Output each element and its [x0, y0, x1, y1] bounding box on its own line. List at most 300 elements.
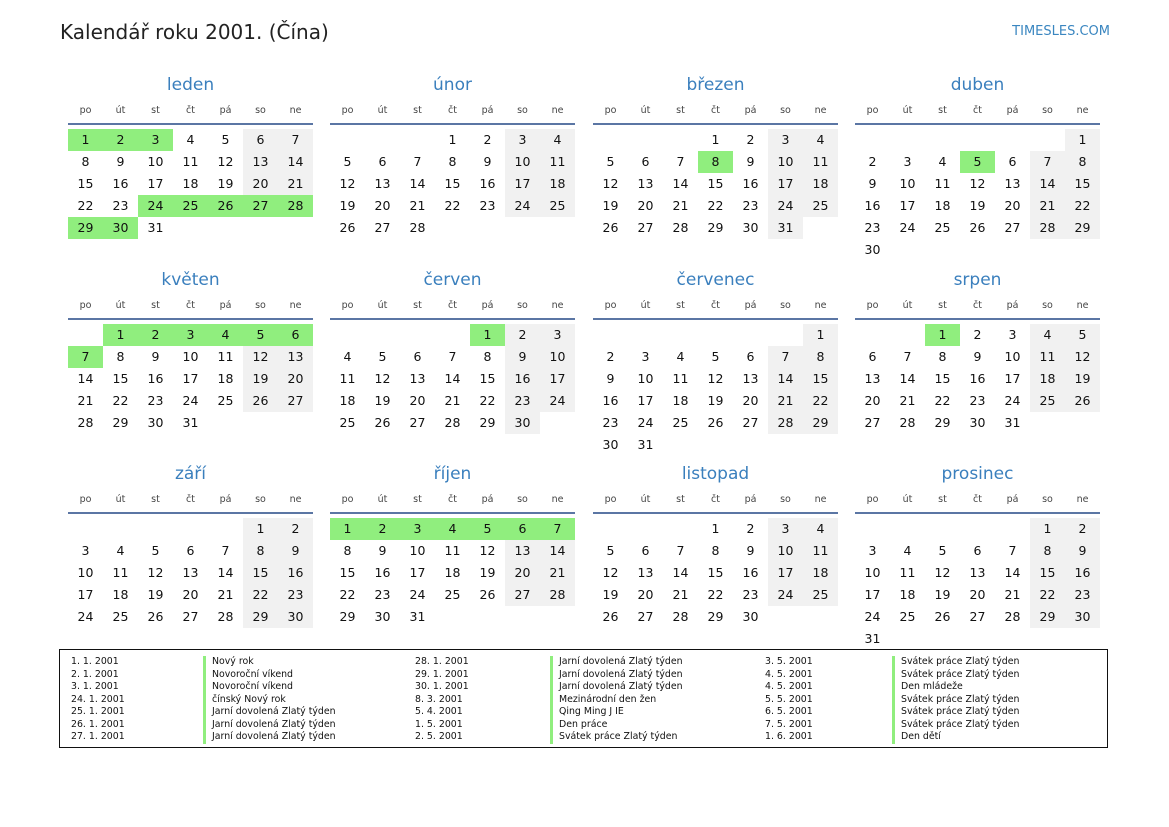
weekday-header	[593, 292, 838, 320]
day-cell: 3	[540, 324, 575, 346]
month-name: květen	[161, 270, 220, 290]
legend-holiday-name: Svátek práce Zlatý týden	[901, 718, 1020, 730]
holiday-day-cell: 1	[925, 324, 960, 346]
day-cell: 8	[116, 349, 125, 364]
legend-date: 3. 1. 2001	[71, 681, 119, 692]
day-cell: 14	[540, 540, 575, 562]
day-cell: 7	[768, 346, 803, 368]
weekday-label: st	[938, 104, 947, 116]
weekday-label: út	[902, 299, 913, 311]
day-cell: 8	[343, 543, 352, 558]
holiday-day-cell: 1	[470, 324, 505, 346]
day-cell: 22	[1065, 195, 1100, 217]
day-cell: 25	[803, 195, 838, 217]
weekday-label: po	[866, 104, 879, 116]
day-cell: 27	[505, 584, 540, 606]
day-cell: 16	[278, 562, 313, 584]
day-cell: 14	[217, 565, 234, 580]
month-name: červen	[423, 270, 482, 290]
day-cell: 3	[903, 154, 912, 169]
day-cell: 4	[903, 543, 912, 558]
day-cell: 24	[1004, 393, 1021, 408]
legend-holiday-name: Svátek práce Zlatý týden	[901, 706, 1020, 717]
month-name: červenec	[676, 270, 755, 290]
day-cell: 13	[864, 371, 881, 386]
empty-cell	[960, 129, 995, 151]
day-cell: 4	[343, 349, 352, 364]
day-cell: 5	[343, 154, 352, 169]
day-cell: 20	[637, 587, 654, 602]
weekday-label: ne	[1076, 493, 1089, 505]
day-cell: 16	[742, 565, 759, 580]
day-cell: 22	[112, 393, 129, 408]
weekday-label: čt	[186, 104, 195, 116]
day-cell: 30	[969, 415, 986, 430]
day-cell: 20	[374, 198, 391, 213]
day-cell: 24	[182, 393, 199, 408]
day-cell: 7	[413, 154, 422, 169]
day-cell: 23	[1065, 584, 1100, 606]
day-cell: 16	[864, 198, 881, 213]
weekday-label: st	[151, 299, 160, 311]
day-cell: 16	[969, 371, 986, 386]
legend-date: 29. 1. 2001	[415, 668, 469, 680]
day-cell: 23	[374, 587, 391, 602]
holiday-day-cell: 3	[138, 129, 173, 151]
day-cell: 17	[182, 371, 199, 386]
day-cell: 27	[742, 415, 759, 430]
day-cell: 11	[217, 349, 234, 364]
day-cell: 29	[479, 415, 496, 430]
day-cell: 13	[374, 176, 391, 191]
weekday-label: čt	[711, 299, 720, 311]
month-name: duben	[950, 75, 1005, 95]
day-cell: 27	[637, 220, 654, 235]
weekday-label: po	[79, 104, 92, 116]
day-cell: 27	[637, 609, 654, 624]
day-cell: 8	[243, 540, 278, 562]
day-cell: 29	[803, 412, 838, 434]
day-cell: 11	[934, 176, 951, 191]
day-cell: 22	[243, 584, 278, 606]
day-cell: 6	[641, 543, 650, 558]
day-cell: 27	[182, 609, 199, 624]
day-cell: 14	[768, 368, 803, 390]
day-cell: 27	[374, 220, 391, 235]
day-cell: 2	[746, 521, 755, 536]
weekday-label: út	[640, 104, 651, 116]
day-cell: 31	[637, 437, 654, 452]
day-cell: 6	[243, 129, 278, 151]
empty-cell	[995, 518, 1030, 540]
day-cell: 10	[409, 543, 426, 558]
day-cell: 8	[448, 154, 457, 169]
weekday-label: so	[1042, 104, 1053, 116]
holiday-day-cell: 24	[138, 195, 173, 217]
day-cell: 26	[374, 415, 391, 430]
empty-cell	[400, 324, 435, 346]
month-leden	[68, 74, 313, 239]
day-cell: 25	[112, 609, 129, 624]
day-cell: 7	[1008, 543, 1017, 558]
weekday-label: pá	[1006, 493, 1019, 505]
day-cell: 6	[413, 349, 422, 364]
day-cell: 21	[899, 393, 916, 408]
day-cell: 12	[243, 346, 278, 368]
day-cell: 31	[768, 217, 803, 239]
day-cell: 12	[217, 154, 234, 169]
empty-cell	[138, 518, 173, 540]
day-cell: 1	[1030, 518, 1065, 540]
day-cell: 20	[637, 198, 654, 213]
weekday-label: ne	[551, 299, 564, 311]
empty-cell	[995, 129, 1030, 151]
legend-holiday-name: Den dětí	[901, 731, 941, 742]
day-cell: 11	[672, 371, 689, 386]
day-cell: 20	[409, 393, 426, 408]
weekday-label: st	[676, 104, 685, 116]
weekday-label: po	[341, 493, 354, 505]
day-cell: 22	[444, 198, 461, 213]
day-cell: 23	[112, 198, 129, 213]
day-cell: 24	[77, 609, 94, 624]
month-září	[68, 463, 313, 628]
day-cell: 14	[77, 371, 94, 386]
weekday-label: pá	[219, 493, 232, 505]
weekday-label: so	[1042, 493, 1053, 505]
month-listopad	[593, 463, 838, 628]
day-cell: 17	[409, 565, 426, 580]
day-cell: 16	[374, 565, 391, 580]
empty-cell	[855, 129, 890, 151]
empty-cell	[628, 518, 663, 540]
weekday-header	[855, 97, 1100, 125]
day-cell: 25	[672, 415, 689, 430]
day-cell: 14	[899, 371, 916, 386]
day-cell: 28	[444, 415, 461, 430]
day-cell: 14	[672, 565, 689, 580]
legend-date: 2. 5. 2001	[415, 731, 463, 742]
day-cell: 22	[77, 198, 94, 213]
day-cell: 16	[147, 371, 164, 386]
weekday-label: st	[413, 493, 422, 505]
day-cell: 9	[278, 540, 313, 562]
brand-link[interactable]: TIMESLES.COM	[1012, 24, 1110, 39]
weekday-label: út	[377, 493, 388, 505]
day-cell: 29	[1065, 217, 1100, 239]
day-cell: 20	[182, 587, 199, 602]
day-cell: 12	[602, 565, 619, 580]
day-cell: 2	[746, 132, 755, 147]
day-grid	[68, 129, 313, 239]
day-cell: 16	[602, 393, 619, 408]
month-únor	[330, 74, 575, 239]
holiday-day-cell: 2	[138, 324, 173, 346]
legend-holiday-name: Nový rok	[212, 656, 254, 667]
day-cell: 31	[864, 631, 881, 646]
day-cell: 23	[602, 415, 619, 430]
day-cell: 26	[934, 609, 951, 624]
day-cell: 12	[969, 176, 986, 191]
legend-date: 3. 5. 2001	[765, 656, 813, 667]
day-cell: 11	[899, 565, 916, 580]
month-duben	[855, 74, 1100, 261]
legend-date: 4. 5. 2001	[765, 681, 813, 692]
legend-name-column	[203, 656, 336, 744]
day-cell: 30	[742, 609, 759, 624]
weekday-label: po	[866, 299, 879, 311]
day-cell: 7	[676, 543, 685, 558]
empty-cell	[925, 129, 960, 151]
empty-cell	[68, 324, 103, 346]
day-cell: 11	[444, 543, 461, 558]
day-cell: 23	[864, 220, 881, 235]
day-cell: 15	[444, 176, 461, 191]
day-cell: 23	[505, 390, 540, 412]
day-cell: 3	[641, 349, 650, 364]
day-cell: 24	[768, 584, 803, 606]
legend-holiday-name: Qing Ming J IE	[559, 706, 624, 717]
day-cell: 2	[505, 324, 540, 346]
day-cell: 20	[969, 587, 986, 602]
day-cell: 15	[112, 371, 129, 386]
legend-date: 4. 5. 2001	[765, 668, 813, 680]
day-cell: 1	[803, 324, 838, 346]
day-grid	[68, 518, 313, 628]
day-cell: 6	[746, 349, 755, 364]
day-cell: 23	[742, 198, 759, 213]
weekday-label: so	[255, 299, 266, 311]
day-cell: 19	[969, 198, 986, 213]
weekday-label: po	[79, 493, 92, 505]
day-cell: 28	[409, 220, 426, 235]
legend-holiday-name: Mezinárodní den žen	[559, 693, 657, 705]
legend-date-column	[415, 656, 469, 744]
day-cell: 16	[479, 176, 496, 191]
day-cell: 10	[1004, 349, 1021, 364]
day-cell: 19	[147, 587, 164, 602]
day-cell: 30	[278, 606, 313, 628]
day-cell: 4	[116, 543, 125, 558]
weekday-label: út	[377, 104, 388, 116]
weekday-header	[68, 97, 313, 125]
weekday-label: po	[604, 493, 617, 505]
day-cell: 26	[147, 609, 164, 624]
day-cell: 21	[444, 393, 461, 408]
day-cell: 13	[742, 371, 759, 386]
day-cell: 18	[339, 393, 356, 408]
day-cell: 4	[803, 518, 838, 540]
empty-cell	[855, 518, 890, 540]
weekday-label: ne	[814, 104, 827, 116]
day-cell: 30	[864, 242, 881, 257]
day-cell: 25	[540, 195, 575, 217]
holiday-day-cell: 1	[68, 129, 103, 151]
weekday-label: čt	[973, 493, 982, 505]
legend-date: 28. 1. 2001	[415, 656, 469, 667]
weekday-label: ne	[289, 104, 302, 116]
weekday-label: st	[938, 493, 947, 505]
holiday-day-cell: 26	[208, 195, 243, 217]
day-cell: 18	[217, 371, 234, 386]
weekday-label: st	[676, 299, 685, 311]
legend-date-column	[71, 656, 125, 744]
day-cell: 21	[278, 173, 313, 195]
day-cell: 25	[444, 587, 461, 602]
day-cell: 22	[803, 390, 838, 412]
day-cell: 17	[505, 173, 540, 195]
day-cell: 13	[637, 176, 654, 191]
day-cell: 31	[409, 609, 426, 624]
day-cell: 9	[746, 154, 755, 169]
weekday-label: so	[780, 493, 791, 505]
empty-cell	[330, 129, 365, 151]
day-cell: 20	[278, 368, 313, 390]
day-cell: 19	[374, 393, 391, 408]
weekday-label: st	[151, 104, 160, 116]
day-cell: 6	[973, 543, 982, 558]
day-cell: 7	[278, 129, 313, 151]
weekday-header	[855, 292, 1100, 320]
day-cell: 30	[742, 220, 759, 235]
day-cell: 28	[217, 609, 234, 624]
empty-cell	[628, 324, 663, 346]
day-cell: 21	[672, 198, 689, 213]
day-cell: 8	[803, 346, 838, 368]
day-cell: 19	[217, 176, 234, 191]
day-cell: 13	[243, 151, 278, 173]
day-cell: 10	[540, 346, 575, 368]
day-cell: 27	[1004, 220, 1021, 235]
month-říjen	[330, 463, 575, 628]
day-cell: 22	[339, 587, 356, 602]
legend-date: 26. 1. 2001	[71, 718, 125, 730]
legend-date: 1. 6. 2001	[765, 731, 813, 742]
day-cell: 18	[1030, 368, 1065, 390]
holiday-day-cell: 7	[68, 346, 103, 368]
day-cell: 29	[707, 609, 724, 624]
empty-cell	[768, 324, 803, 346]
holiday-day-cell: 5	[243, 324, 278, 346]
day-cell: 6	[378, 154, 387, 169]
day-cell: 5	[938, 543, 947, 558]
legend-holiday-name: Den práce	[559, 718, 608, 730]
legend-holiday-name: Svátek práce Zlatý týden	[901, 668, 1020, 680]
day-cell: 9	[1065, 540, 1100, 562]
day-cell: 9	[378, 543, 387, 558]
empty-cell	[960, 518, 995, 540]
day-cell: 14	[444, 371, 461, 386]
day-cell: 5	[378, 349, 387, 364]
empty-cell	[68, 518, 103, 540]
day-cell: 2	[606, 349, 615, 364]
day-cell: 30	[1065, 606, 1100, 628]
weekday-label: ne	[1076, 104, 1089, 116]
weekday-label: ne	[289, 299, 302, 311]
day-cell: 18	[803, 562, 838, 584]
day-cell: 13	[278, 346, 313, 368]
weekday-label: so	[780, 104, 791, 116]
weekday-label: so	[517, 299, 528, 311]
legend-holiday-name: čínský Nový rok	[212, 693, 286, 705]
weekday-label: st	[938, 299, 947, 311]
holiday-day-cell: 1	[103, 324, 138, 346]
day-cell: 7	[903, 349, 912, 364]
day-cell: 28	[672, 609, 689, 624]
weekday-label: út	[377, 299, 388, 311]
legend-date: 8. 3. 2001	[415, 693, 463, 705]
legend-holiday-name: Den mládeže	[901, 681, 963, 692]
holiday-day-cell: 2	[365, 518, 400, 540]
day-cell: 8	[1065, 151, 1100, 173]
legend-holiday-name: Novoroční víkend	[212, 668, 294, 680]
day-cell: 9	[151, 349, 160, 364]
weekday-label: čt	[186, 299, 195, 311]
weekday-label: pá	[744, 493, 757, 505]
empty-cell	[890, 324, 925, 346]
day-cell: 12	[707, 371, 724, 386]
day-cell: 12	[374, 371, 391, 386]
day-cell: 30	[602, 437, 619, 452]
day-cell: 28	[768, 412, 803, 434]
day-cell: 9	[868, 176, 877, 191]
day-grid	[593, 324, 838, 456]
weekday-label: st	[151, 493, 160, 505]
day-cell: 19	[479, 565, 496, 580]
day-cell: 5	[606, 543, 615, 558]
day-cell: 9	[505, 346, 540, 368]
day-cell: 3	[1008, 327, 1017, 342]
holiday-day-cell: 1	[330, 518, 365, 540]
empty-cell	[663, 518, 698, 540]
day-grid	[330, 324, 575, 434]
day-cell: 25	[899, 609, 916, 624]
day-cell: 14	[1030, 173, 1065, 195]
day-cell: 19	[602, 198, 619, 213]
day-cell: 24	[864, 609, 881, 624]
legend-holiday-name: Svátek práce Zlatý týden	[901, 656, 1020, 667]
day-cell: 12	[1065, 346, 1100, 368]
day-cell: 23	[278, 584, 313, 606]
day-cell: 10	[182, 349, 199, 364]
day-cell: 27	[864, 415, 881, 430]
day-cell: 27	[409, 415, 426, 430]
day-cell: 10	[768, 540, 803, 562]
day-cell: 23	[969, 393, 986, 408]
day-cell: 29	[707, 220, 724, 235]
day-cell: 30	[505, 412, 540, 434]
day-cell: 26	[602, 220, 619, 235]
weekday-label: út	[115, 104, 126, 116]
day-cell: 21	[672, 587, 689, 602]
weekday-header	[593, 486, 838, 514]
legend-name-column	[550, 656, 683, 744]
weekday-label: st	[676, 493, 685, 505]
day-cell: 28	[1004, 609, 1021, 624]
weekday-label: čt	[448, 493, 457, 505]
holiday-day-cell: 8	[698, 151, 733, 173]
weekday-header	[68, 486, 313, 514]
day-cell: 12	[934, 565, 951, 580]
day-cell: 18	[672, 393, 689, 408]
weekday-label: út	[640, 493, 651, 505]
day-cell: 15	[803, 368, 838, 390]
legend-holiday-name: Novoroční víkend	[212, 681, 294, 692]
day-cell: 18	[899, 587, 916, 602]
day-cell: 14	[1004, 565, 1021, 580]
weekday-label: ne	[1076, 299, 1089, 311]
day-cell: 15	[479, 371, 496, 386]
